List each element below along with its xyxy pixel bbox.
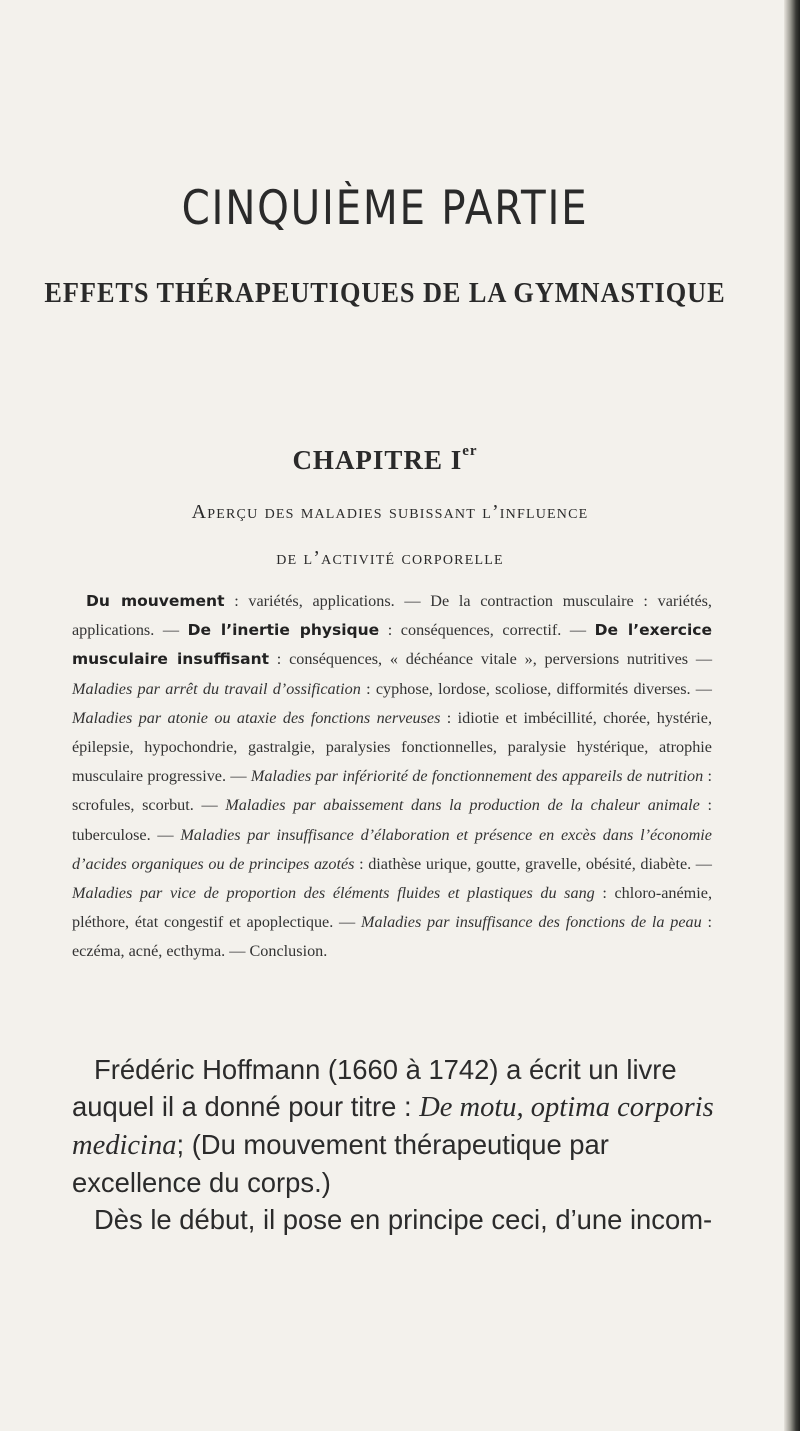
text-run: ; (Du mouvement thérapeutique par excellence du corps.) [72,1129,609,1198]
part-subtitle: EFFETS THÉRAPEUTIQUES DE LA GYMNASTIQUE [44,278,726,310]
text-run: Maladies par insuffisance d’élaboration et présence en excès dans l’économie d’acides organiques ou de principes azotés [72,825,712,873]
text-run: Maladies par vice de proportion des éléments fluides et plastiques du sang [72,884,595,903]
chapter-title-line1: Aperçu des maladies subissant l’influence [191,501,589,523]
text-run: Maladies par arrêt du travail d’ossification [72,679,361,698]
text-run: Maladies par abaissement dans la production de la chaleur animale [225,796,700,815]
text-run: Du mouvement [86,592,225,610]
part-title: CINQUIÈME PARTIE [181,181,589,237]
text-run: : variétés, applications. — De la contraction musculaire : variétés, applications. — [72,592,712,640]
text-run: De l’exercice musculaire insuffisant [72,621,712,669]
chapter-title [70,489,710,581]
text-run: : cyphose, lordose, scoliose, difformités diverses. — [360,679,712,698]
chapter-heading [0,445,770,476]
chapter-summary [72,587,712,967]
text-run: : idiotie et imbécillité, chorée, hystérie, épilepsie, hypochondrie, gastralgie, paralysies fonctionnelles, paralysie hystérique, atrophie musculaire progressive. — [72,708,713,786]
chapter-title-line2: de l’activité corporelle [276,547,504,569]
text-run: : diathèse urique, goutte, gravelle, obésité, diabète. — [354,854,712,873]
text-run: : chloro-anémie, pléthore, état congestif et apoplectique. — [72,884,713,932]
text-run: : conséquences, « déchéance vitale », perversions nutritives — [269,650,713,669]
text-run: Maladies par atonie ou ataxie des fonctions nerveuses [72,708,441,727]
text-run: : eczéma, acné, ecthyma. — Conclusion. [72,913,712,961]
text-run: Frédéric Hoffmann (1660 à 1742) a écrit un livre auquel il a donné pour titre : [72,1054,677,1122]
paragraph-hoffmann [72,1051,714,1201]
text-run: Maladies par insuffisance des fonctions de la peau [361,913,702,932]
text-run: De l’inertie physique [187,621,380,640]
body-text [72,1051,714,1238]
paragraph-principle: Dès le début, il pose en principe ceci, d’une incom- [94,1204,713,1235]
text-run: De motu, optima corporis medicina [72,1092,714,1161]
chapter-ordinal: er [462,443,478,459]
text-run: Maladies par infériorité de fonctionnement des appareils de nutrition [250,767,704,786]
text-run: : scrofules, scorbut. — [72,767,713,815]
binding-edge [784,0,800,1431]
text-run: : tuberculose. — [72,796,712,844]
text-run: : conséquences, correctif. — [379,621,595,640]
chapter-label: CHAPITRE I [292,445,463,475]
